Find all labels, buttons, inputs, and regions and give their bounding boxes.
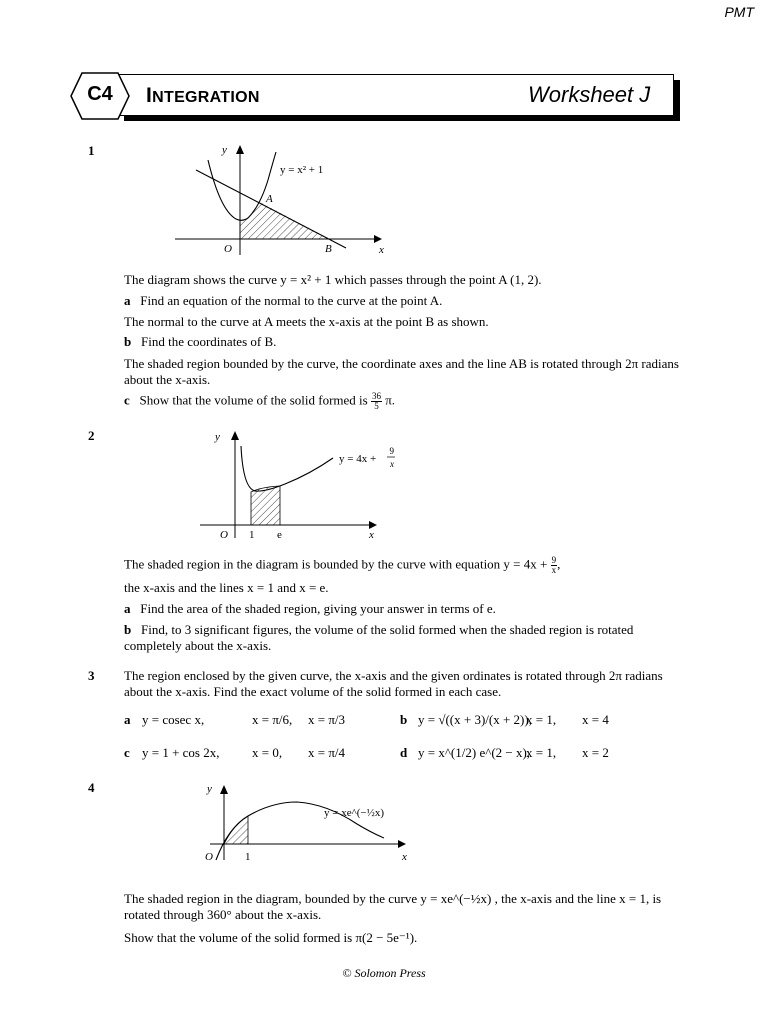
q3-curve: y = 1 + cos 2x, [142,745,220,760]
question-number: 4 [88,780,95,795]
q3-curve: y = √((x + 3)/(x + 2)), [418,712,532,727]
worksheet-title: Worksheet J [528,82,651,107]
q3-ordinate: x = π/6, [252,712,293,727]
q1-x-label: x [379,244,384,256]
q2-shaded-region [251,486,280,525]
part-label: c [124,392,130,408]
q1-region: The shaded region bounded by the curve, the coordinate axes and the line AB is rotated through 2π radians about the x-axis. [124,356,679,387]
q4-intro: The shaded region in the diagram, bounded by the curve y = xe^(−½x) , the x-axis and the line x = 1, is rotated through 360° about the x-axis. [124,891,662,922]
q3-row-2 [124,745,744,765]
q1-part-c [124,392,704,411]
part-text: Show that the volume of the solid formed is [139,392,368,408]
q2-curve-label: y = 4x + [339,453,377,465]
q2-tick-1: 1 [249,529,255,541]
q3-ordinate: x = 2 [582,745,609,760]
q2-part-a [124,601,704,617]
q3-curve: y = x^(1/2) e^(2 − x), [418,745,531,760]
q2-curve-den: x [390,459,394,469]
q3-ordinate: x = 4 [582,712,609,727]
y-axis-arrow-icon [220,785,228,794]
question-number: 2 [88,428,95,443]
q2-y-label: y [215,431,220,443]
y-axis-arrow-icon [231,431,239,440]
topic-code: C4 [87,83,113,105]
question-number: 3 [88,668,95,683]
part-label: a [124,293,131,308]
question-number: 1 [88,143,95,158]
part-label: b [124,622,132,637]
x-axis-arrow-icon [398,840,406,848]
q1-origin-label: O [224,243,232,255]
q3-intro: The region enclosed by the given curve, the x-axis and the given ordinates is rotated through 2π radians about the x-axis. Find the exact volume of the solid formed in each case. [124,668,663,699]
q1-part-a [124,293,704,309]
part-text-end: π. [385,392,396,408]
q3-curve: y = cosec x, [142,712,205,727]
part-text: Find an equation of the normal to the curve at the point A. [140,293,443,308]
part-text: Find the area of the shaded region, giving your answer in terms of e. [140,601,496,616]
q3-ordinate: x = π/4 [308,745,346,760]
part-label: b [400,712,408,727]
q3-ordinate: x = 1, [526,712,557,727]
q2-intro-text: The shaded region in the diagram is bounded by the curve with equation y = 4x + [124,556,548,572]
q2-intro: The shaded region in the diagram is bounded by the curve with equation y = 4x + $\frac{9}{x}$ , [124,555,561,575]
q2-origin-label: O [220,529,228,541]
q1-intro: The diagram shows the curve y = x² + 1 which passes through the point A (1, 2). [124,272,542,287]
q4-graph [192,778,422,868]
q4-x-label: x [402,851,407,863]
part-text: Find, to 3 significant figures, the volume of the solid formed when the shaded region is rotated completely about the x-axis. [124,622,634,653]
q1-shaded-region [240,202,330,239]
part-label: a [124,601,131,616]
y-axis-arrow-icon [236,145,244,154]
q2-curve-num: 9 [389,446,394,456]
q1-curve-label: y = x² + 1 [280,164,324,176]
fraction: $\frac{36}{5}$ [371,391,381,411]
q3-ordinate: x = 1, [526,745,557,760]
topic-title: INTEGRATION [146,84,260,107]
part-label: b [124,334,132,349]
x-axis-arrow-icon [374,235,382,243]
x-axis-arrow-icon [369,521,377,529]
q2-curve [241,446,333,491]
fraction: $\frac{9}{x}$ [551,555,557,575]
q2-tick-e: e [277,529,282,541]
q2-part-b [124,622,644,654]
q1-part-b [124,334,704,350]
q3-ordinate: x = π/3 [308,712,346,727]
part-text: Find the coordinates of B. [140,334,277,349]
q1-graph [170,140,390,260]
q4-curve-label: y = xe^(−½x) [324,807,385,819]
q4-shaded-region [224,816,248,844]
q2-x-label: x [369,529,374,541]
part-label: a [124,712,131,727]
part-label: c [124,745,130,760]
q4-origin-label: O [205,851,213,863]
q4-tick-1: 1 [245,851,251,863]
q1-y-label: y [222,144,227,156]
pmt-label: PMT [724,4,754,20]
q4-y-label: y [207,783,212,795]
q2-line2: the x-axis and the lines x = 1 and x = e. [124,580,329,595]
q3-ordinate: x = 0, [252,745,283,760]
footer-credit: © Solomon Press [342,966,426,980]
q4-show: Show that the volume of the solid formed is π(2 − 5e⁻¹). [124,930,418,945]
q2-graph [195,426,395,546]
q3-row-1 [124,712,744,732]
part-label: d [400,745,408,760]
q1-point-b: B [325,243,332,255]
q1-point-a: A [266,193,273,205]
q1-mid: The normal to the curve at A meets the x-axis at the point B as shown. [124,314,489,329]
